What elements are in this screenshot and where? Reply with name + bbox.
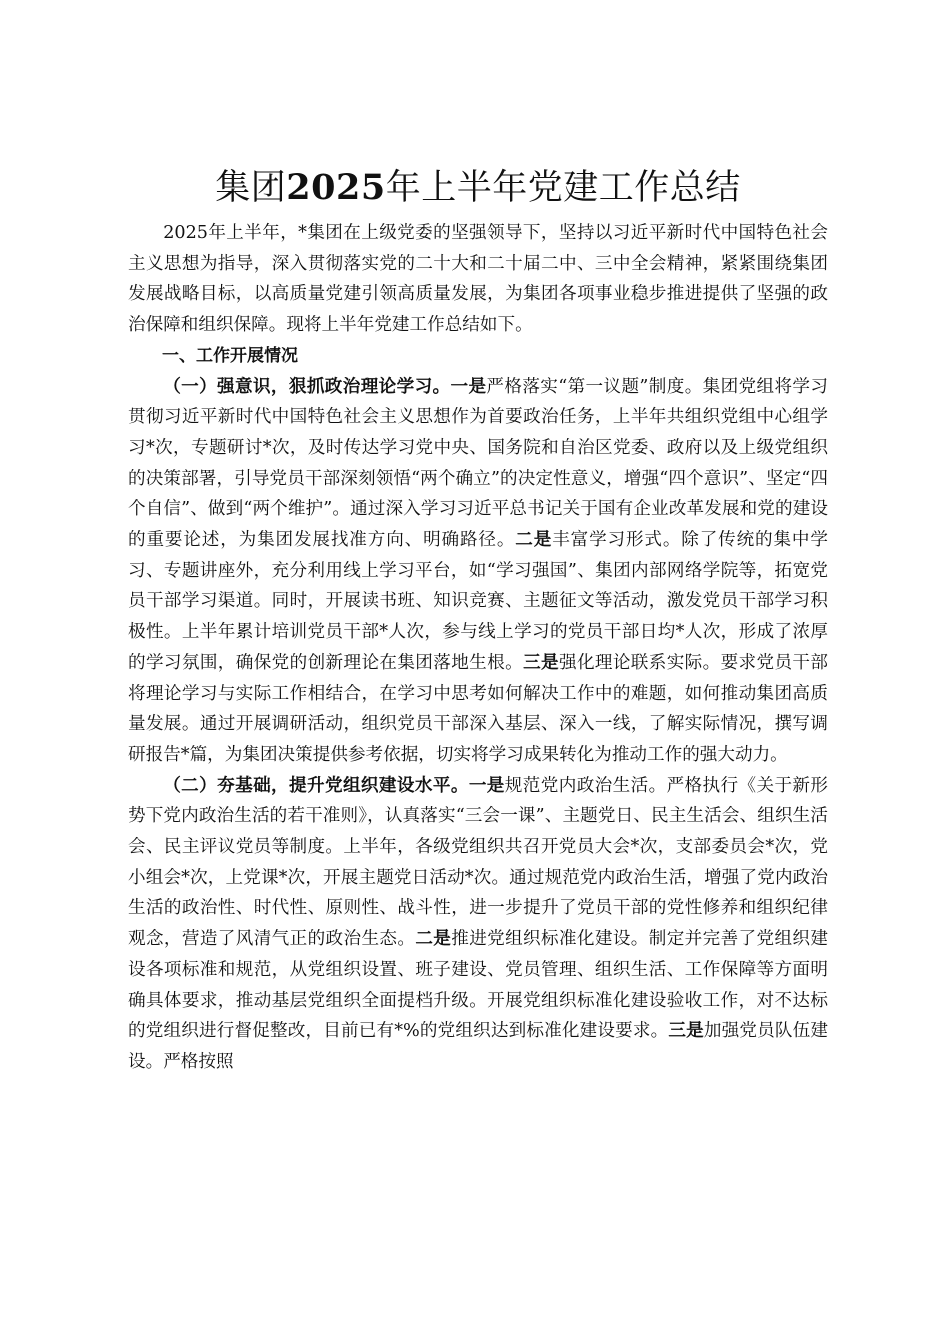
title-suffix: 年上半年党建工作总结 xyxy=(385,168,741,208)
point-text: 规范党内政治生活。严格执行《关于新形势下党内政治生活的若干准则》，认真落实“三会一课”、主题党日、民主生活会、组织生活会、民主评议党员等制度。上半年，各级党组织共召开党员大会*次，支部委员会*次，党小组会*次，上党课*次，开展主题党日活动*次。通过规范党内政治生活，增强了党内政治生活的政治性、时代性、原则性、战斗性，进一步提升了党员干部的党性修养和组织纪律观念，营造了风清气正的政治生态。 xyxy=(128,775,828,950)
point-marker: 二是 xyxy=(515,530,553,551)
intro-paragraph: 2025年上半年，*集团在上级党委的坚强领导下，坚持以习近平新时代中国特色社会主义思想为指导，深入贯彻落实党的二十大和二十届二中、三中全会精神，紧紧围绕集团发展战略目标，以高质量党建引领高质量发展，为集团各项事业稳步推进提供了坚强的政治保障和组织保障。现将上半年党建工作总结如下。 xyxy=(128,223,828,336)
document-title xyxy=(128,160,828,216)
title-year: 2025 xyxy=(286,167,386,208)
point-marker: 一是 xyxy=(450,376,487,397)
point-text: 丰富学习形式。除了传统的集中学习、专题讲座外，充分利用线上学习平台，如“学习强国”、集团内部网络学院等，拓宽党员干部学习渠道。同时，开展读书班、知识竞赛、主题征文等活动，激发党员干部学习积极性。上半年累计培训党员干部*人次，参与线上学习的党员干部日均*人次，形成了浓厚的学习氛围，确保党的创新理论在集团落地生根。 xyxy=(128,530,828,673)
point-text: 加强党员队伍建设。严格按照 xyxy=(128,1021,828,1072)
point-text: 强化理论联系实际。要求党员干部将理论学习与实际工作相结合，在学习中思考如何解决工作中的难题，如何推动集团高质量发展。通过开展调研活动，组织党员干部深入基层、深入一线，了解实际情况，撰写调研报告*篇，为集团决策提供参考依据，切实将学习成果转化为推动工作的强大动力。 xyxy=(128,652,828,765)
subsection-2-heading: （二）夯基础，提升党组织建设水平。 xyxy=(163,775,469,796)
subsection-2-paragraph xyxy=(128,771,828,1078)
point-marker: 三是 xyxy=(523,652,559,673)
point-marker: 二是 xyxy=(415,929,452,950)
document-page xyxy=(128,160,828,1078)
section-heading-1: 一、工作开展情况 xyxy=(162,345,298,366)
subsection-1-heading: （一）强意识，狠抓政治理论学习。 xyxy=(163,376,451,397)
title-prefix: 集团 xyxy=(215,168,287,208)
subsection-1-paragraph xyxy=(128,372,828,771)
point-marker: 一是 xyxy=(468,775,505,796)
point-text: 推进党组织标准化建设。制定并完善了党组织建设各项标准和规范，从党组织设置、班子建设、党员管理、组织生活、工作保障等方面明确具体要求，推动基层党组织全面提档升级。开展党组织标准化建设验收工作，对不达标的党组织进行督促整改，目前已有*%的党组织达到标准化建设要求。 xyxy=(128,929,828,1042)
point-marker: 三是 xyxy=(668,1021,704,1042)
point-text: 严格落实“第一议题”制度。集团党组将学习贯彻习近平新时代中国特色社会主义思想作为首要政治任务，上半年共组织党组中心组学习*次，专题研讨*次，及时传达学习党中央、国务院和自治区党委、政府以及上级党组织的决策部署，引导党员干部深刻领悟“两个确立”的决定性意义，增强“四个意识”、坚定“四个自信”、做到“两个维护”。通过深入学习习近平总书记关于国有企业改革发展和党的建设的重要论述，为集团发展找准方向、明确路径。 xyxy=(128,376,828,551)
